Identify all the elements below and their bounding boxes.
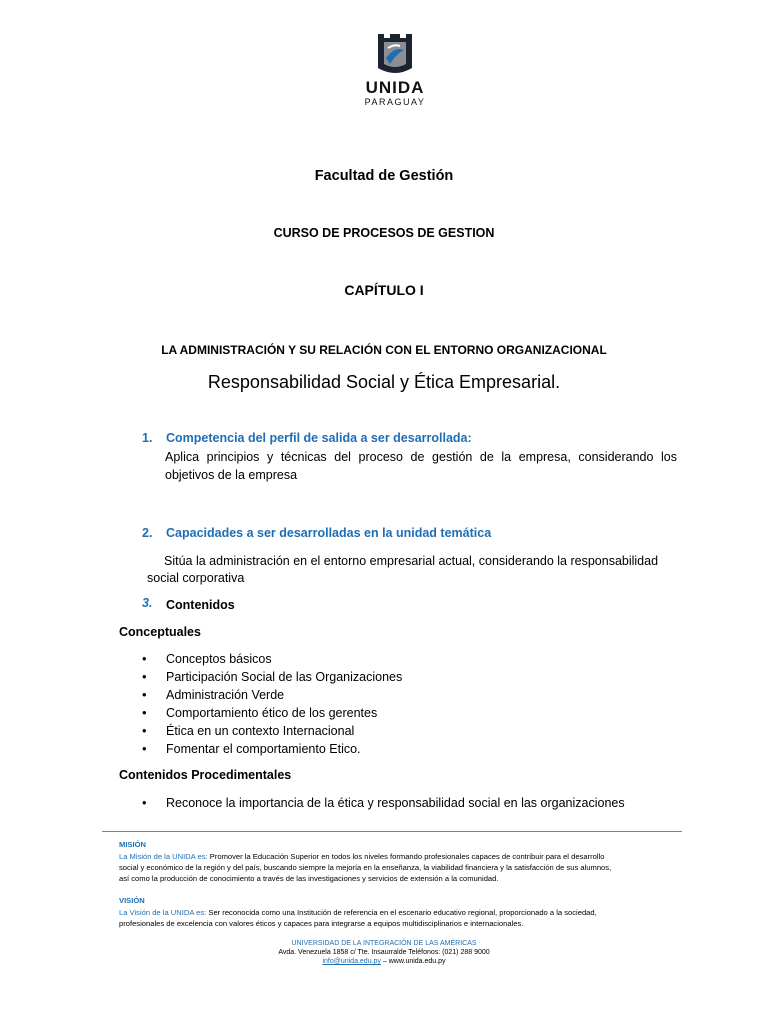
section-3-number: 3. <box>142 596 153 610</box>
course-title: CURSO DE PROCESOS DE GESTION <box>273 226 495 240</box>
logo-country: PARAGUAY <box>364 97 426 107</box>
section-2-line-2: social corporativa <box>147 571 245 585</box>
topic-title: Responsabilidad Social y Ética Empresarial. <box>207 372 561 392</box>
bullet-icon: • <box>142 651 147 666</box>
bullet-icon: • <box>142 687 147 702</box>
procedimentales-heading: Contenidos Procedimentales <box>119 768 292 782</box>
bullet-icon: • <box>142 723 147 738</box>
section-1-title: Competencia del perfil de salida a ser desarrollada: <box>166 431 472 445</box>
email-link[interactable]: info@unida.edu.py <box>322 958 381 965</box>
web-text: – www.unida.edu.py <box>380 958 446 965</box>
mision-title: MISIÓN <box>119 840 147 849</box>
vision-line-2: profesionales de excelencia con valores éticos y capaces para integrarse a equipos multidisciplinarios e internacionales. <box>119 919 524 928</box>
section-2-line-1: Sitúa la administración en el entorno empresarial actual, considerando la responsabilidad <box>164 554 659 568</box>
section-1-line-1: Aplica principios y técnicas del proceso de gestión de la empresa, considerando los <box>165 450 677 464</box>
section-2-number: 2. <box>142 526 153 540</box>
logo-name: UNIDA <box>365 78 425 97</box>
bullet-icon: • <box>142 741 147 756</box>
section-1-line-2: objetivos de la empresa <box>165 468 298 482</box>
section-2-title: Capacidades a ser desarrolladas en la unidad temática <box>166 526 492 540</box>
mision-line-2: social y económico de la región y del país, buscando siempre la mejoría en la enseñanza, la viabilidad financiera y la satisfacción de sus alumnos, <box>119 863 612 872</box>
address-line: Avda. Venezuela 1858 c/ Tte. Insaurralde Teléfonos: (021) 288 9000 <box>278 949 490 956</box>
mision-line-1: La Misión de la UNIDA es: Promover la Educación Superior en todos los niveles formando profesionales capaces de contribuir para el desarrollo <box>119 852 605 861</box>
chapter-title: CAPÍTULO I <box>344 282 424 298</box>
bullet-icon: • <box>142 669 147 684</box>
bullet-icon: • <box>142 795 147 810</box>
section-1-number: 1. <box>142 431 153 445</box>
conceptuales-heading: Conceptuales <box>119 625 201 639</box>
mision-line-3: así como la producción de conocimiento a través de las investigaciones y servicios de extensión a la comunidad. <box>119 874 499 883</box>
vision-title: VISIÓN <box>119 896 145 905</box>
footer-divider <box>102 831 682 832</box>
faculty-title: Facultad de Gestión <box>314 168 454 184</box>
contact-line <box>0 957 768 967</box>
section-3-title: Contenidos <box>166 598 235 612</box>
unit-title: LA ADMINISTRACIÓN Y SU RELACIÓN CON EL ENTORNO ORGANIZACIONAL <box>161 343 607 357</box>
bullet-icon: • <box>142 705 147 720</box>
university-name: UNIVERSIDAD DE LA INTEGRACIÓN DE LAS AMÉRICAS <box>291 940 477 947</box>
vision-line-1: La Visión de la UNIDA es: Ser reconocida como una Institución de referencia en el escenario educativo regional, proporcionado a la sociedad, <box>119 908 597 917</box>
